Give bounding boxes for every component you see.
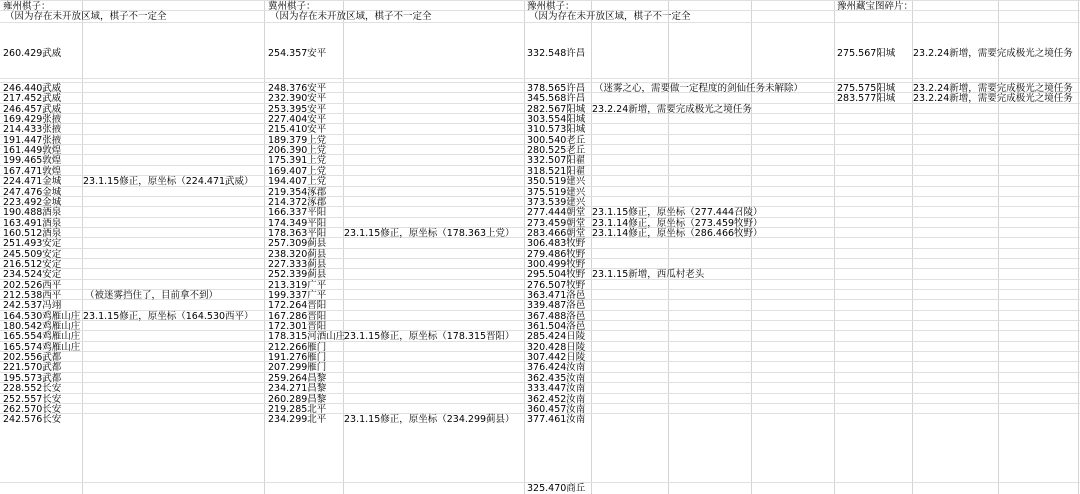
coordinate-cell[interactable]: 165.554鸡雁山庄 [3,331,81,343]
coordinate-cell[interactable]: 303.554阳城 [527,114,586,126]
remark-cell[interactable]: 23.2.24新增，需要完成极光之境任务 [913,83,1073,94]
coordinate-cell[interactable]: 373.539建兴 [527,196,586,208]
coordinate-cell[interactable]: 283.466朝堂 [527,227,586,239]
coordinate-cell[interactable]: 332.507阳翟 [527,155,586,167]
coordinate-cell[interactable]: 199.337广平 [268,290,327,301]
remark-cell[interactable]: 23.1.14修正，原坐标（286.466牧野） [592,227,763,239]
remark-cell[interactable]: 23.1.15新增，西瓜村老头 [592,269,705,281]
coordinate-cell[interactable]: 214.433张掖 [3,124,62,136]
coordinate-cell[interactable]: 275.575阳城 [837,83,896,94]
coordinate-cell[interactable]: 300.540老丘 [527,134,586,146]
coordinate-cell[interactable]: 377.461汝南 [527,414,586,426]
remark-cell[interactable]: 23.1.15修正，原坐标（234.299蓟县） [344,414,515,426]
coordinate-cell[interactable]: 282.567阳城 [527,103,586,115]
coordinate-cell[interactable]: 212.538西平 [3,290,62,301]
coordinate-cell[interactable]: 178.363平阳 [268,227,327,239]
coordinate-cell[interactable]: 234.271昌黎 [268,383,327,395]
coordinate-cell[interactable]: 275.567阳城 [837,48,896,59]
coordinate-cell[interactable]: 310.573阳城 [527,124,586,136]
coordinate-cell[interactable]: 246.457武威 [3,103,62,115]
coordinate-cell[interactable]: 221.570武都 [3,362,62,374]
coordinate-cell[interactable]: 169.407上党 [268,165,327,177]
remark-cell[interactable]: 23.2.24新增，需要完成极光之境任务 [913,48,1073,59]
coordinate-cell[interactable]: 254.357安平 [268,48,327,59]
coordinate-cell[interactable]: 259.264昌黎 [268,372,327,384]
remark-cell[interactable]: 23.1.15修正，原坐标（178.315晋阳） [344,331,515,343]
coordinate-cell[interactable]: 232.390安平 [268,93,327,105]
coordinate-cell[interactable]: 325.470商丘 [527,483,586,494]
coordinate-cell[interactable]: 332.548许昌 [527,48,586,59]
coordinate-cell[interactable]: 362.435汝南 [527,372,586,384]
remark-cell[interactable]: （被迷雾挡住了，目前拿不到） [85,290,219,301]
row-gridline [0,78,1080,79]
coordinate-cell[interactable]: 252.557长安 [3,393,62,405]
coordinate-cell[interactable]: 191.447张掖 [3,134,62,146]
coordinate-cell[interactable]: 213.319广平 [268,279,327,291]
coordinate-cell[interactable]: 175.391上党 [268,155,327,167]
remark-cell[interactable]: 23.1.15修正，原坐标（224.471武威） [83,176,254,188]
coordinate-cell[interactable]: 163.491酒泉 [3,217,62,229]
coordinate-cell[interactable]: 295.504牧野 [527,269,586,281]
coordinate-cell[interactable]: 174.349平阳 [268,217,327,229]
coordinate-cell[interactable]: 167.286晋阳 [268,310,327,322]
coordinate-cell[interactable]: 194.407上党 [268,176,327,188]
coordinate-cell[interactable]: 167.471敦煌 [3,165,62,177]
remark-cell[interactable]: 23.2.24新增，需要完成极光之境任务 [913,93,1073,105]
coordinate-cell[interactable]: 257.309蓟县 [268,238,327,250]
coordinate-cell[interactable]: 378.565许昌 [527,83,586,94]
coordinate-cell[interactable]: 234.524安定 [3,269,62,281]
coordinate-cell[interactable]: 224.471金城 [3,176,62,188]
coordinate-cell[interactable]: 164.530鸡雁山庄 [3,310,81,322]
coordinate-cell[interactable]: 228.552长安 [3,383,62,395]
coordinate-cell[interactable]: 165.574鸡雁山庄 [3,341,81,353]
coordinate-cell[interactable]: 190.488酒泉 [3,207,62,219]
coordinate-cell[interactable]: 172.301晋阳 [268,321,327,333]
coordinate-cell[interactable]: 160.512酒泉 [3,227,62,239]
coordinate-cell[interactable]: 339.487洛邑 [527,300,586,312]
coordinate-cell[interactable]: 253.395安平 [268,103,327,115]
section-note-cell[interactable]: （因为存在未开放区域，棋子不一定全 [5,11,167,22]
coordinate-cell[interactable]: 247.476金城 [3,186,62,198]
coordinate-cell[interactable]: 189.379上党 [268,134,327,146]
coordinate-cell[interactable]: 300.499牧野 [527,258,586,270]
coordinate-cell[interactable]: 273.459朝堂 [527,217,586,229]
section-title-cell[interactable]: 豫州棋子： [527,1,575,12]
section-title-cell[interactable]: 冀州棋子： [268,1,316,12]
coordinate-cell[interactable]: 277.444朝堂 [527,207,586,219]
coordinate-cell[interactable]: 245.509安定 [3,248,62,260]
remark-cell[interactable]: 23.1.14修正，原坐标（273.459牧野） [592,217,763,229]
coordinate-cell[interactable]: 180.542鸡雁山庄 [3,321,81,333]
coordinate-cell[interactable]: 219.285北平 [268,403,327,415]
coordinate-cell[interactable]: 333.447汝南 [527,383,586,395]
coordinate-cell[interactable]: 206.390上党 [268,145,327,157]
section-title-cell[interactable]: 豫州藏宝图碎片： [837,1,914,12]
remark-cell[interactable]: 23.1.15修正，原坐标（277.444召陵） [592,207,763,219]
coordinate-cell[interactable]: 199.465敦煌 [3,155,62,167]
coordinate-cell[interactable]: 242.576长安 [3,414,62,426]
coordinate-cell[interactable]: 207.299雁门 [268,362,327,374]
coordinate-cell[interactable]: 242.537冯翊 [3,300,62,312]
coordinate-cell[interactable]: 251.493安定 [3,238,62,250]
coordinate-cell[interactable]: 318.521阳翟 [527,165,586,177]
coordinate-cell[interactable]: 376.424汝南 [527,362,586,374]
coordinate-cell[interactable]: 215.410安平 [268,124,327,136]
coordinate-cell[interactable]: 161.449敦煌 [3,145,62,157]
remark-cell[interactable]: 23.2.24新增，需要完成极光之境任务 [592,103,752,115]
coordinate-cell[interactable]: 219.354涿郡 [268,186,327,198]
coordinate-cell[interactable]: 367.488洛邑 [527,310,586,322]
coordinate-cell[interactable]: 172.264晋阳 [268,300,327,312]
coordinate-cell[interactable]: 227.333蓟县 [268,258,327,270]
remark-cell[interactable]: 23.1.15修正，原坐标（164.530西平） [83,310,254,322]
coordinate-cell[interactable]: 223.492金城 [3,196,62,208]
coordinate-cell[interactable]: 246.440武威 [3,83,62,94]
coordinate-cell[interactable]: 202.526西平 [3,279,62,291]
coordinate-cell[interactable]: 279.486牧野 [527,248,586,260]
coordinate-cell[interactable]: 166.337平阳 [268,207,327,219]
coordinate-cell[interactable]: 195.573武都 [3,372,62,384]
coordinate-cell[interactable]: 234.299北平 [268,414,327,426]
coordinate-cell[interactable]: 280.525老丘 [527,145,586,157]
coordinate-cell[interactable]: 350.519建兴 [527,176,586,188]
coordinate-cell[interactable]: 260.289昌黎 [268,393,327,405]
coordinate-cell[interactable]: 202.556武都 [3,352,62,364]
section-note-cell[interactable]: （因为存在未开放区域，棋子不一定全 [529,11,691,22]
coordinate-cell[interactable]: 169.429张掖 [3,114,62,126]
coordinate-cell[interactable]: 362.452汝南 [527,393,586,405]
coordinate-cell[interactable]: 276.507牧野 [527,279,586,291]
coordinate-cell[interactable]: 191.276雁门 [268,352,327,364]
coordinate-cell[interactable]: 252.339蓟县 [268,269,327,281]
coordinate-cell[interactable]: 361.504洛邑 [527,321,586,333]
coordinate-cell[interactable]: 227.404安平 [268,114,327,126]
coordinate-cell[interactable]: 262.570长安 [3,403,62,415]
coordinate-cell[interactable]: 260.429武威 [3,48,62,59]
section-note-cell[interactable]: （因为存在未开放区域，棋子不一定全 [270,11,432,22]
coordinate-cell[interactable]: 212.266雁门 [268,341,327,353]
coordinate-cell[interactable]: 307.442日陵 [527,352,586,364]
coordinate-cell[interactable]: 360.457汝南 [527,403,586,415]
remark-cell[interactable]: （迷雾之心，需要做一定程度的剑仙任务未解除） [594,83,804,94]
coordinate-cell[interactable]: 216.512安定 [3,258,62,270]
coordinate-cell[interactable]: 214.372涿郡 [268,196,327,208]
coordinate-cell[interactable]: 363.471洛邑 [527,290,586,301]
remark-cell[interactable]: 23.1.15修正，原坐标（178.363上党） [344,227,515,239]
row-gridline [0,22,1080,23]
coordinate-cell[interactable]: 217.452武威 [3,93,62,105]
coordinate-cell[interactable]: 345.568许昌 [527,93,586,105]
section-title-cell[interactable]: 雍州棋子： [3,1,51,12]
coordinate-cell[interactable]: 306.483牧野 [527,238,586,250]
coordinate-cell[interactable]: 283.577阳城 [837,93,896,105]
coordinate-cell[interactable]: 238.320蓟县 [268,248,327,260]
coordinate-cell[interactable]: 178.315河酒山庄 [268,331,346,343]
coordinate-cell[interactable]: 248.376安平 [268,83,327,94]
coordinate-cell[interactable]: 375.519建兴 [527,186,586,198]
coordinate-cell[interactable]: 320.428日陵 [527,341,586,353]
coordinate-cell[interactable]: 285.424日陵 [527,331,586,343]
